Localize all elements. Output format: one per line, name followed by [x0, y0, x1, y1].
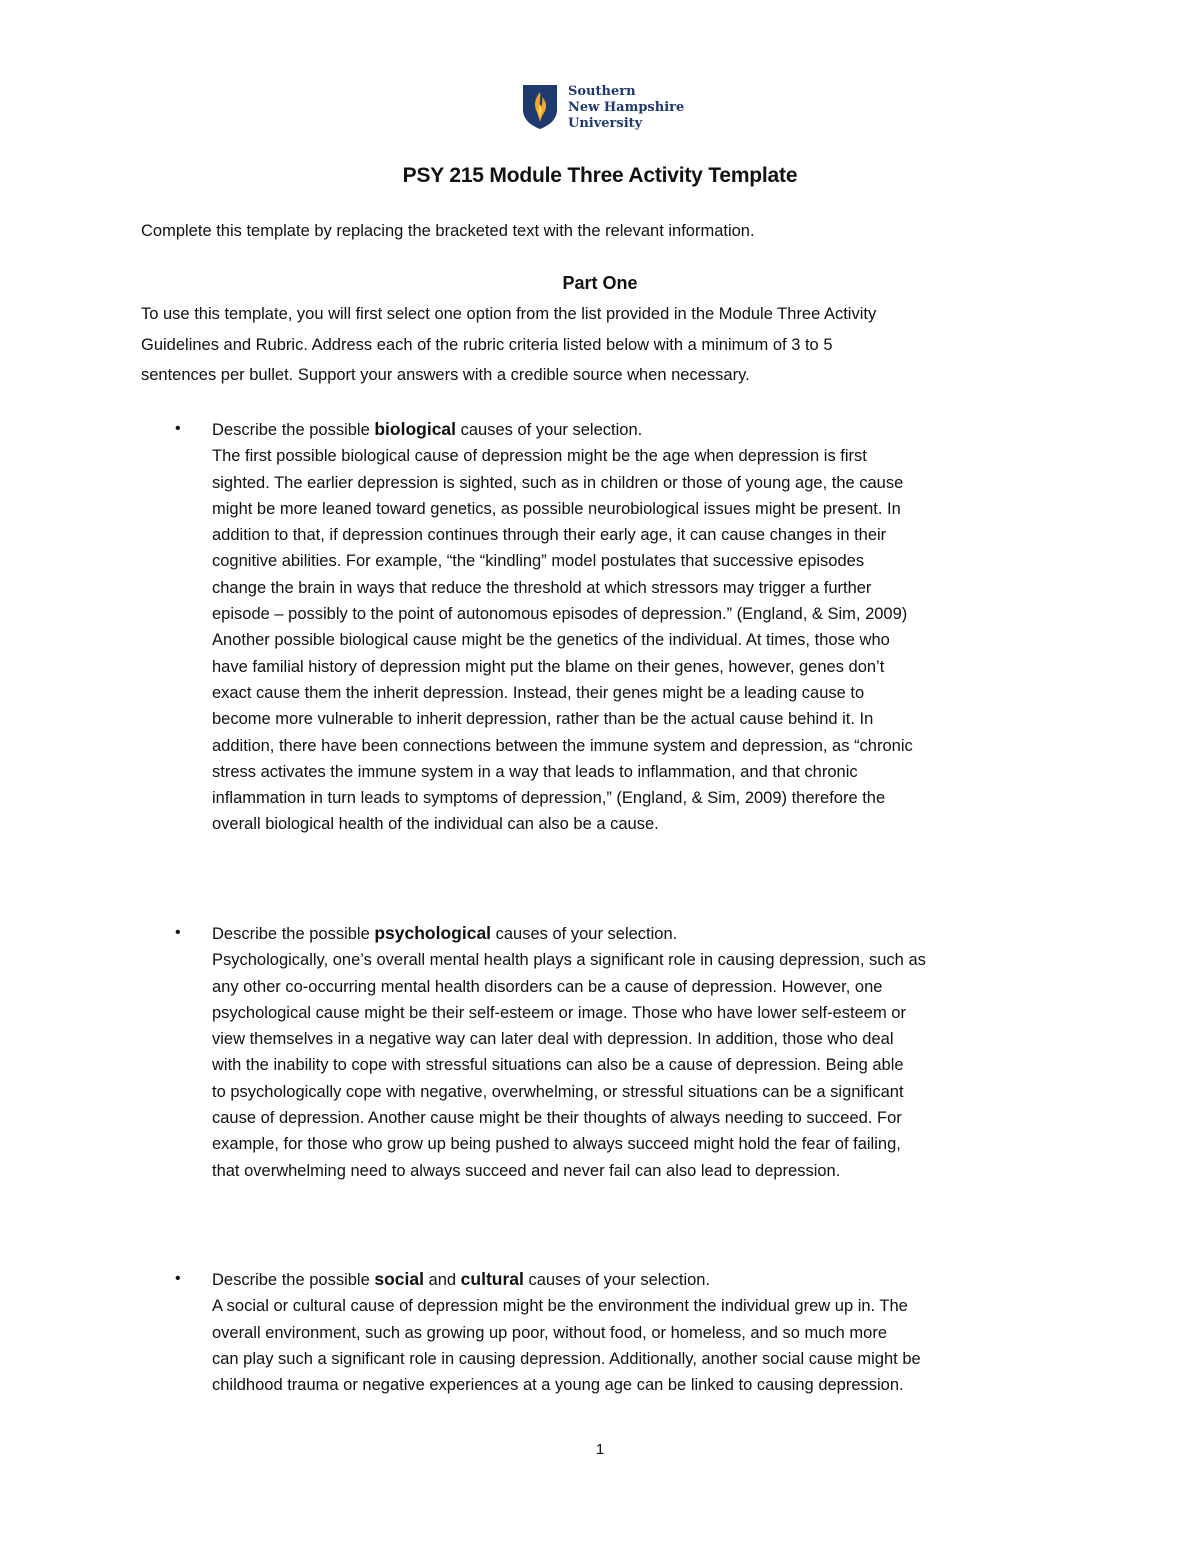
prompt-text: causes of your selection.: [456, 421, 643, 439]
answer-line: become more vulnerable to inherit depression, rather than be the actual cause behind it. In: [212, 710, 874, 729]
prompt-text: Describe the possible: [212, 421, 375, 439]
part-one-instructions: [141, 299, 1061, 391]
answer-line: addition, there have been connections between the immune system and depression, as “chronic: [212, 736, 913, 755]
bullet-psychological: [175, 920, 1072, 1184]
instruction-line: To use this template, you will first select one option from the list provided in the Module Three Activity: [141, 305, 877, 323]
bullet-point: •: [175, 420, 181, 437]
bullet-point: •: [175, 924, 181, 941]
answer-line: The first possible biological cause of depression might be the age when depression is first: [212, 447, 867, 466]
bullet-biological: [175, 416, 1072, 838]
logo-line-2: New Hampshire: [568, 100, 685, 115]
answer-line: Another possible biological cause might be the genetics of the individual. At times, those who: [212, 631, 890, 650]
answer-line: addition to that, if depression continues through their early age, it can cause changes in their: [212, 526, 887, 545]
answer-line: overall environment, such as growing up poor, without food, or homeless, and so much more: [212, 1323, 888, 1342]
intro-instruction: Complete this template by replacing the bracketed text with the relevant information.: [141, 222, 755, 240]
university-logo: [522, 84, 684, 132]
answer-line: psychological cause might be their self-esteem or image. Those who have lower self-esteem or: [212, 1003, 906, 1022]
answer-line: episode – possibly to the point of autonomous episodes of depression.” (England, & Sim, 2009): [212, 605, 908, 624]
bullet-point: •: [175, 1270, 181, 1287]
bullet-social-cultural: [175, 1266, 1072, 1398]
prompt-text: and: [423, 1271, 461, 1289]
prompt-keyword: psychological: [374, 923, 492, 943]
answer-line: cause of depression. Another cause might be their thoughts of always needing to succeed. For: [212, 1109, 902, 1128]
logo-line-3: University: [568, 116, 643, 131]
answer-line: stress activates the immune system in a way that leads to inflammation, and that chronic: [212, 762, 858, 781]
prompt-text: Describe the possible: [212, 1271, 375, 1289]
answer-line: sighted. The earlier depression is sighted, such as in children or those of young age, the cause: [212, 473, 904, 492]
prompt-text: causes of your selection.: [523, 1271, 711, 1289]
bullet-prompt: [212, 920, 1072, 947]
answer-line: to psychologically cope with negative, overwhelming, or stressful situations can be a significant: [212, 1082, 904, 1101]
answer-line: overall biological health of the individual can also be a cause.: [212, 815, 659, 834]
bullet-prompt: [212, 416, 1072, 443]
answer-line: inflammation in turn leads to symptoms of depression,” (England, & Sim, 2009) therefore the: [212, 789, 886, 808]
document-title: PSY 215 Module Three Activity Template: [402, 164, 798, 187]
prompt-keyword: cultural: [460, 1269, 524, 1289]
page-number: 1: [595, 1441, 605, 1458]
instruction-line: Guidelines and Rubric. Address each of the rubric criteria listed below with a minimum of 3 to 5: [141, 335, 833, 354]
answer-line: that overwhelming need to always succeed and never fail can also lead to depression.: [212, 1161, 841, 1180]
answer-line: with the inability to cope with stressful situations can also be a cause of depression. Being able: [212, 1056, 904, 1075]
part-one-heading: Part One: [562, 273, 638, 293]
answer-line: A social or cultural cause of depression might be the environment the individual grew up in. The: [212, 1297, 908, 1316]
answer-line: childhood trauma or negative experiences at a young age can be linked to causing depression.: [212, 1376, 904, 1395]
answer-line: cognitive abilities. For example, “the “kindling” model postulates that successive episodes: [212, 552, 865, 571]
answer-line: view themselves in a negative way can later deal with depression. In addition, those who deal: [212, 1030, 894, 1049]
answer-line: exact cause them the inherit depression. Instead, their genes might be a leading cause to: [212, 683, 865, 702]
answer-line: change the brain in ways that reduce the threshold at which stressors may trigger a further: [212, 578, 872, 597]
answer-line: example, for those who grow up being pushed to always succeed might hold the fear of failing,: [212, 1135, 901, 1154]
answer-line: have familial history of depression might put the blame on their genes, however, genes don’t: [212, 657, 885, 676]
answer-line: any other co-occurring mental health disorders can be a cause of depression. However, one: [212, 977, 883, 996]
instruction-line: sentences per bullet. Support your answers with a credible source when necessary.: [141, 366, 750, 384]
logo-line-1: Southern: [568, 84, 636, 99]
shield-flame-icon: [522, 84, 558, 130]
bullet-prompt: [212, 1266, 1072, 1293]
answer-line: might be more leaned toward genetics, as possible neurobiological issues might be present. In: [212, 499, 901, 518]
answer-line: can play such a significant role in causing depression. Additionally, another social cause might be: [212, 1349, 921, 1368]
prompt-keyword: social: [374, 1269, 424, 1289]
prompt-keyword: biological: [374, 419, 457, 439]
answer-line: Psychologically, one’s overall mental health plays a significant role in causing depression, such as: [212, 951, 926, 970]
logo-wordmark: [568, 84, 684, 132]
prompt-text: causes of your selection.: [491, 925, 678, 943]
prompt-text: Describe the possible: [212, 925, 375, 943]
